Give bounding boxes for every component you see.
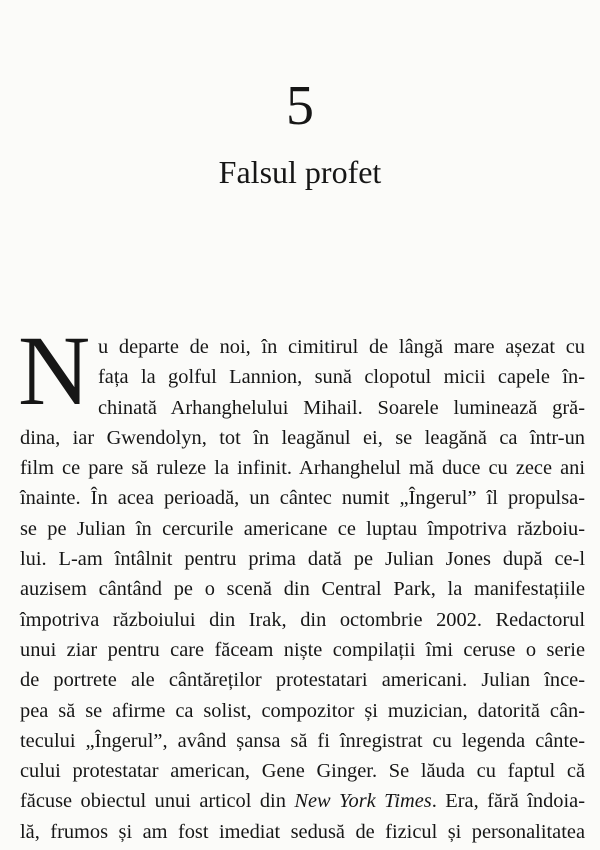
text-line: film ce pare să ruleze la infinit. Arhanghelul mă duce cu zece ani [20,457,585,480]
text-line [20,786,585,816]
body-text [20,332,585,847]
text-line: lă, frumos și am fost imediat sedusă de fizicul și personalitatea [20,820,585,843]
text-line: cului protestatar american, Gene Ginger. Se lăuda cu faptul că [20,760,585,783]
text-line: unui ziar pentru care făceam niște compilații îmi ceruse o serie [20,638,585,661]
text-line: fața la golful Lannion, sună clopotul micii capele în- [98,366,585,389]
text-line: înainte. În acea perioadă, un cântec numit „Îngerul” îl propulsa- [20,487,585,510]
text-line: pea să se afirme ca solist, compozitor și muzician, datorită cân- [20,699,585,722]
text-line: de portrete ale cântăreților protestatari americani. Julian înce- [20,669,585,692]
text-line: se pe Julian în cercurile americane ce luptau împotriva războiu- [20,517,585,540]
text-line: chinată Arhanghelului Mihail. Soarele luminează gră- [98,396,585,419]
text-segment: . Era, fără îndoia- [431,790,585,813]
text-line: u departe de noi, în cimitirul de lângă mare așezat cu [98,336,585,358]
chapter-number: 5 [286,75,314,137]
text-segment: făcuse obiectul unui articol din [20,790,295,813]
text-line: dina, iar Gwendolyn, tot în leagănul ei, se leagănă ca într-un [20,426,585,449]
text-line: lui. L-am întâlnit pentru prima dată pe Julian Jones după ce-l [20,548,585,571]
chapter-title: Falsul profet [218,154,382,190]
italic-title: New York Times [294,790,432,813]
text-line: împotriva războiului din Irak, din octombrie 2002. Redactorul [20,608,585,631]
text-line: tecului „Îngerul”, având șansa să fi înregistrat cu legenda cânte- [20,729,585,752]
drop-cap: N [18,315,91,426]
text-line: auzisem cântând pe o scenă din Central Park, la manifestațiile [20,578,585,601]
